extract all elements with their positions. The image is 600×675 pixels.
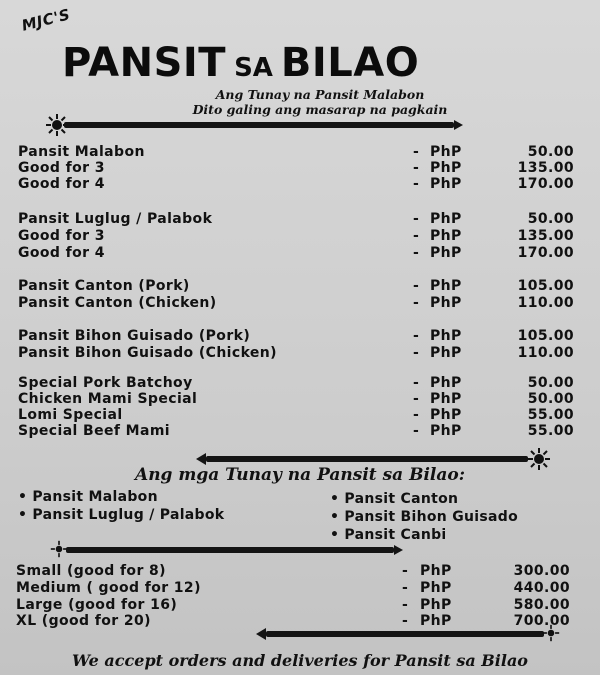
price-dash: - xyxy=(413,375,420,391)
tagline-1: Ang Tunay na Pansit Malabon xyxy=(215,87,425,102)
menu-item xyxy=(0,245,600,262)
size-item xyxy=(0,613,600,631)
menu-item-price: 50.00 xyxy=(527,375,574,391)
divider-tip xyxy=(256,628,266,640)
menu-item xyxy=(0,228,600,245)
menu-item-name: Pansit Malabon xyxy=(18,144,145,160)
currency-label: PhP xyxy=(420,563,452,579)
price-dash: - xyxy=(413,245,420,261)
currency-label: PhP xyxy=(430,160,462,176)
menu-item-price: 50.00 xyxy=(527,211,574,227)
currency-label: PhP xyxy=(430,407,462,423)
size-name: Small (good for 8) xyxy=(16,563,166,579)
currency-label: PhP xyxy=(430,144,462,160)
menu-item-name: Pansit Bihon Guisado (Chicken) xyxy=(18,345,277,361)
menu-item xyxy=(0,407,600,424)
bilao-list-item: • Pansit Luglug / Palabok xyxy=(18,507,225,523)
menu-item-price: 170.00 xyxy=(517,245,574,261)
price-dash: - xyxy=(413,278,420,294)
menu-item xyxy=(0,278,600,295)
divider-bar xyxy=(66,547,394,553)
currency-label: PhP xyxy=(430,328,462,344)
bilao-list-item: • Pansit Canton xyxy=(330,491,459,507)
menu-item-price: 55.00 xyxy=(527,407,574,423)
menu-item-name: Pansit Canton (Pork) xyxy=(18,278,190,294)
menu-item xyxy=(0,295,600,312)
menu-item-price: 55.00 xyxy=(527,423,574,439)
price-dash: - xyxy=(413,144,420,160)
currency-label: PhP xyxy=(430,211,462,227)
currency-label: PhP xyxy=(430,295,462,311)
menu-item-name: Good for 3 xyxy=(18,160,105,176)
menu-item-name: Good for 4 xyxy=(18,245,105,261)
menu-item-price: 170.00 xyxy=(517,176,574,192)
price-dash: - xyxy=(413,407,420,423)
divider-tip xyxy=(394,545,403,555)
menu-item-name: Special Beef Mami xyxy=(18,423,171,439)
price-dash: - xyxy=(402,613,409,629)
menu-item xyxy=(0,176,600,193)
price-dash: - xyxy=(413,228,420,244)
menu-item-price: 110.00 xyxy=(517,295,574,311)
menu-item xyxy=(0,160,600,177)
currency-label: PhP xyxy=(420,613,452,629)
price-dash: - xyxy=(402,563,409,579)
menu-title xyxy=(62,40,419,86)
divider-bar xyxy=(64,122,454,128)
menu-item xyxy=(0,211,600,228)
title-word-pansit: PANSIT xyxy=(62,40,227,86)
menu-item xyxy=(0,423,600,440)
size-name: Medium ( good for 12) xyxy=(16,580,201,596)
menu-item-price: 135.00 xyxy=(517,228,574,244)
currency-label: PhP xyxy=(430,278,462,294)
tagline-2: Dito galing ang masarap na pagkain xyxy=(192,102,448,117)
menu-item-price: 50.00 xyxy=(527,144,574,160)
currency-label: PhP xyxy=(430,375,462,391)
menu-item xyxy=(0,328,600,345)
divider-tip xyxy=(196,453,206,465)
currency-label: PhP xyxy=(430,423,462,439)
price-dash: - xyxy=(413,328,420,344)
menu-item-price: 105.00 xyxy=(517,328,574,344)
price-dash: - xyxy=(413,423,420,439)
menu-item-name: Pansit Luglug / Palabok xyxy=(18,211,213,227)
menu-item-name: Pansit Canton (Chicken) xyxy=(18,295,217,311)
size-item xyxy=(0,580,600,598)
size-price: 440.00 xyxy=(513,580,570,596)
currency-label: PhP xyxy=(430,176,462,192)
menu-item-name: Special Pork Batchoy xyxy=(18,375,193,391)
menu-item-price: 110.00 xyxy=(517,345,574,361)
footer-note: We accept orders and deliveries for Pansit sa Bilao xyxy=(72,651,528,670)
menu-item-name: Good for 3 xyxy=(18,228,105,244)
size-price: 300.00 xyxy=(513,563,570,579)
price-dash: - xyxy=(413,345,420,361)
size-name: XL (good for 20) xyxy=(16,613,151,629)
currency-label: PhP xyxy=(430,345,462,361)
menu-item-name: Chicken Mami Special xyxy=(18,391,198,407)
size-price: 580.00 xyxy=(513,597,570,613)
price-dash: - xyxy=(402,580,409,596)
size-item xyxy=(0,563,600,581)
price-dash: - xyxy=(402,597,409,613)
price-dash: - xyxy=(413,211,420,227)
menu-item-name: Pansit Bihon Guisado (Pork) xyxy=(18,328,251,344)
currency-label: PhP xyxy=(420,580,452,596)
bilao-list-item: • Pansit Malabon xyxy=(18,489,158,505)
price-dash: - xyxy=(413,295,420,311)
divider-tip xyxy=(454,120,463,130)
divider-bar xyxy=(266,631,544,637)
menu-item xyxy=(0,375,600,392)
price-dash: - xyxy=(413,391,420,407)
menu-item xyxy=(0,391,600,408)
divider-bar xyxy=(206,456,528,462)
price-dash: - xyxy=(413,176,420,192)
menu-item-price: 50.00 xyxy=(527,391,574,407)
currency-label: PhP xyxy=(430,391,462,407)
menu-item xyxy=(0,345,600,362)
menu-item-name: Good for 4 xyxy=(18,176,105,192)
bilao-heading: Ang mga Tunay na Pansit sa Bilao: xyxy=(135,465,465,485)
size-name: Large (good for 16) xyxy=(16,597,178,613)
brand-label: MJC'S xyxy=(19,5,73,35)
title-word-sa: SA xyxy=(234,53,273,83)
menu-item-price: 105.00 xyxy=(517,278,574,294)
currency-label: PhP xyxy=(430,228,462,244)
size-price: 700.00 xyxy=(513,613,570,629)
bilao-list-item: • Pansit Bihon Guisado xyxy=(330,509,518,525)
currency-label: PhP xyxy=(420,597,452,613)
menu-item-price: 135.00 xyxy=(517,160,574,176)
title-word-bilao: BILAO xyxy=(280,40,420,86)
price-dash: - xyxy=(413,160,420,176)
bilao-list-item: • Pansit Canbi xyxy=(330,527,447,543)
sun-ornament-icon xyxy=(542,624,560,642)
menu-item xyxy=(0,144,600,161)
currency-label: PhP xyxy=(430,245,462,261)
menu-item-name: Lomi Special xyxy=(18,407,123,423)
